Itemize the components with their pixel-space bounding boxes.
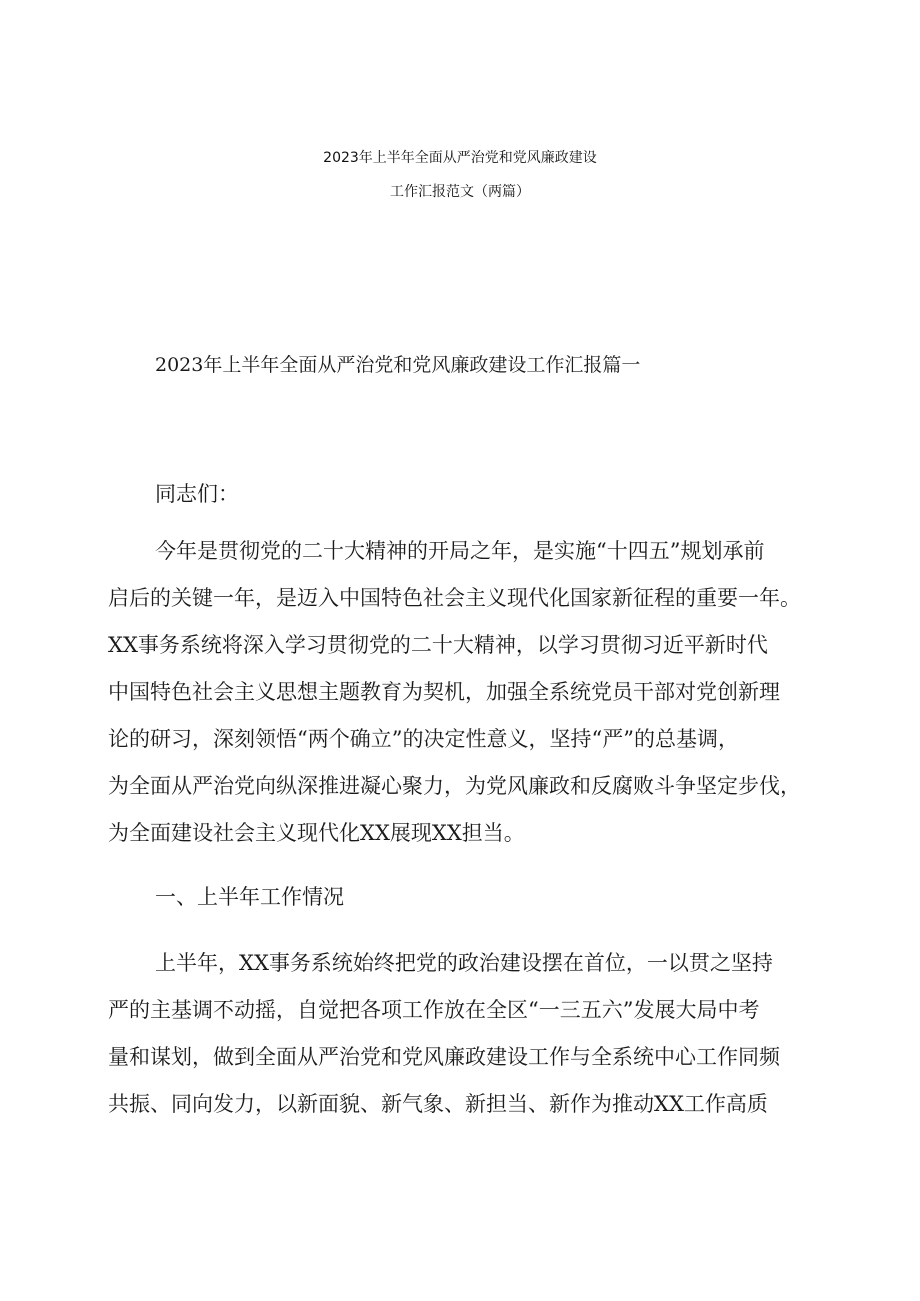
section-1-heading: 一、上半年工作情况 <box>155 885 344 909</box>
paragraph-1-line: 启后的关键一年，是迈入中国特色社会主义现代化国家新征程的重要一年。 <box>108 586 801 610</box>
paragraph-1-line: 论的研习，深刻领悟“两个确立”的决定性意义，坚持“严”的总基调， <box>108 727 739 751</box>
paragraph-1-line: 为全面从严治党向纵深推进凝心聚力，为党风廉政和反腐败斗争坚定步伐， <box>108 774 801 798</box>
paragraph-2-line: 共振、同向发力，以新面貌、新气象、新担当、新作为推动XX工作高质 <box>108 1092 768 1116</box>
document-title-line-1: 2023年上半年全面从严治党和党风廉政建设 <box>323 150 597 166</box>
paragraph-2-line: 严的主基调不动摇，自觉把各项工作放在全区“一三五六”发展大局中考 <box>108 998 760 1022</box>
paragraph-2-line: 上半年，XX事务系统始终把党的政治建设摆在首位，一以贯之坚持 <box>155 951 773 975</box>
paragraph-2-line: 量和谋划，做到全面从严治党和党风廉政建设工作与全系统中心工作同频 <box>108 1045 780 1069</box>
paragraph-1-line: 中国特色社会主义思想主题教育为契机，加强全系统党员干部对党创新理 <box>108 680 780 704</box>
paragraph-1-line: 为全面建设社会主义现代化XX展现XX担当。 <box>108 821 525 845</box>
paragraph-1-line: XX事务系统将深入学习贯彻党的二十大精神，以学习贯彻习近平新时代 <box>108 633 768 657</box>
paragraph-1-line: 今年是贯彻党的二十大精神的开局之年，是实施“十四五”规划承前 <box>155 539 765 563</box>
article-subtitle: 2023年上半年全面从严治党和党风廉政建设工作汇报篇一 <box>155 354 641 376</box>
document-title-line-2: 工作汇报范文（两篇） <box>390 184 530 200</box>
salutation: 同志们： <box>155 482 239 506</box>
